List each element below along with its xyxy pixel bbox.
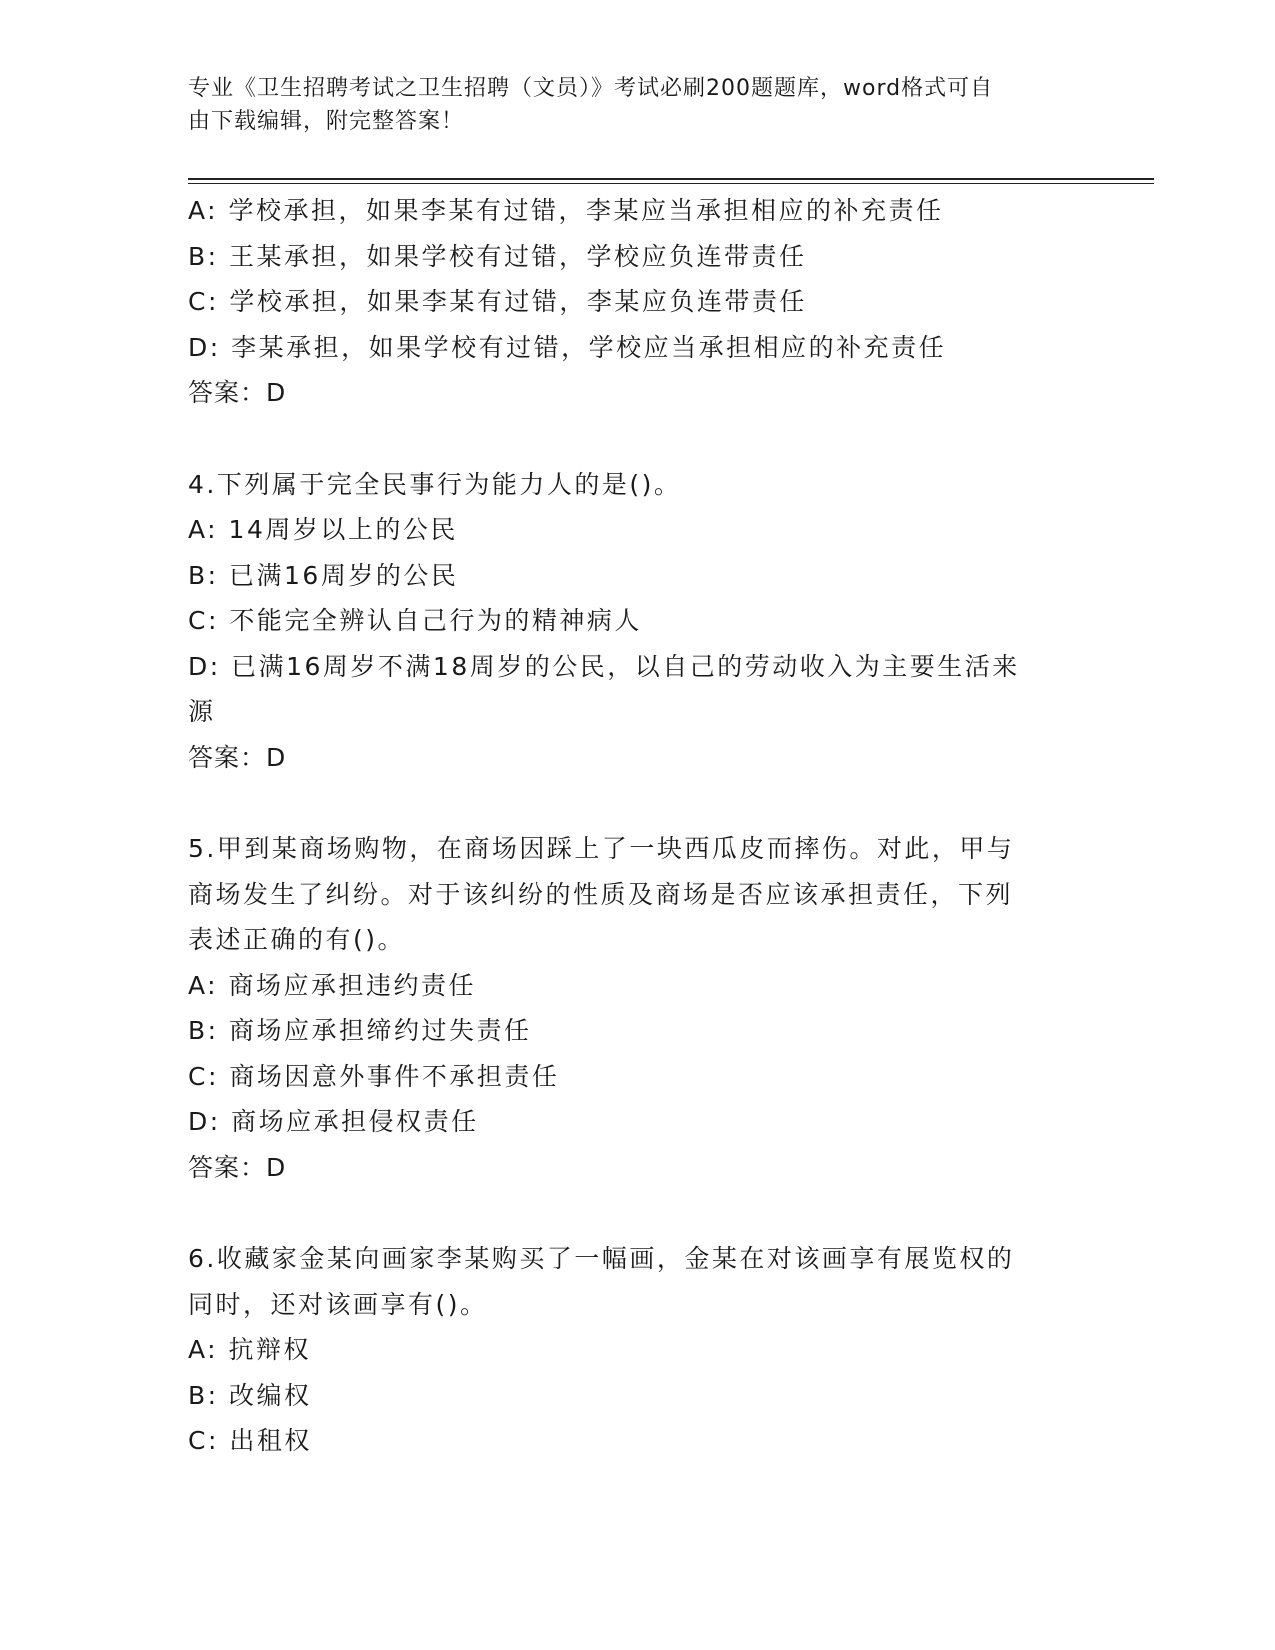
option-d: D: 商场应承担侵权责任	[188, 1107, 479, 1136]
option-b: B: 改编权	[188, 1380, 312, 1410]
question-stem-line-1: 5.甲到某商场购物，在商场因踩上了一块西瓜皮而摔伤。对此，甲与	[188, 834, 1015, 863]
question-5	[188, 826, 1088, 1190]
option-c: C: 出租权	[188, 1426, 312, 1455]
question-stem: 4.下列属于完全民事行为能力人的是()。	[188, 469, 682, 499]
answer: 答案：D	[188, 742, 287, 772]
option-c: C: 商场因意外事件不承担责任	[188, 1061, 560, 1091]
option-b: B: 王某承担，如果学校有过错，学校应负连带责任	[188, 241, 807, 271]
question-6	[188, 1236, 1088, 1464]
option-d: D: 已满16周岁不满18周岁的公民，以自己的劳动收入为主要生活来	[188, 651, 1020, 681]
answer: 答案：D	[188, 378, 287, 407]
question-4	[188, 462, 1088, 781]
option-b: B: 商场应承担缔约过失责任	[188, 1016, 532, 1045]
question-stem-line-2: 同时，还对该画享有()。	[188, 1289, 488, 1319]
option-d-continued: 源	[188, 697, 216, 726]
header-line-2: 由下载编辑，附完整答案！	[188, 109, 465, 134]
option-a: A: 14周岁以上的公民	[188, 515, 458, 544]
header-rule-thick	[188, 178, 1154, 180]
answer: 答案：D	[188, 1152, 287, 1182]
option-a: A: 学校承担，如果李某有过错，李某应当承担相应的补充责任	[188, 196, 944, 225]
document-header	[188, 72, 1068, 138]
question-content	[188, 188, 1088, 1464]
question-stem-line-2: 商场发生了纠纷。对于该纠纷的性质及商场是否应该承担责任，下列	[188, 879, 1014, 909]
header-rule-thin	[188, 183, 1154, 184]
question-stem-line-3: 表述正确的有()。	[188, 925, 406, 954]
spacer	[188, 1190, 1088, 1236]
spacer	[188, 780, 1088, 826]
option-c: C: 不能完全辨认自己行为的精神病人	[188, 606, 642, 635]
question-3	[188, 188, 1088, 416]
option-c: C: 学校承担，如果李某有过错，李某应负连带责任	[188, 287, 807, 316]
option-a: A: 抗辩权	[188, 1335, 312, 1364]
option-a: A: 商场应承担违约责任	[188, 970, 477, 1000]
option-d: D: 李某承担，如果学校有过错，学校应当承担相应的补充责任	[188, 332, 947, 362]
header-line-1: 专业《卫生招聘考试之卫生招聘（文员）》考试必刷200题题库，word格式可自	[188, 76, 994, 101]
question-stem-line-1: 6.收藏家金某向画家李某购买了一幅画，金某在对该画享有展览权的	[188, 1244, 1015, 1273]
option-b: B: 已满16周岁的公民	[188, 560, 459, 590]
spacer	[188, 416, 1088, 462]
